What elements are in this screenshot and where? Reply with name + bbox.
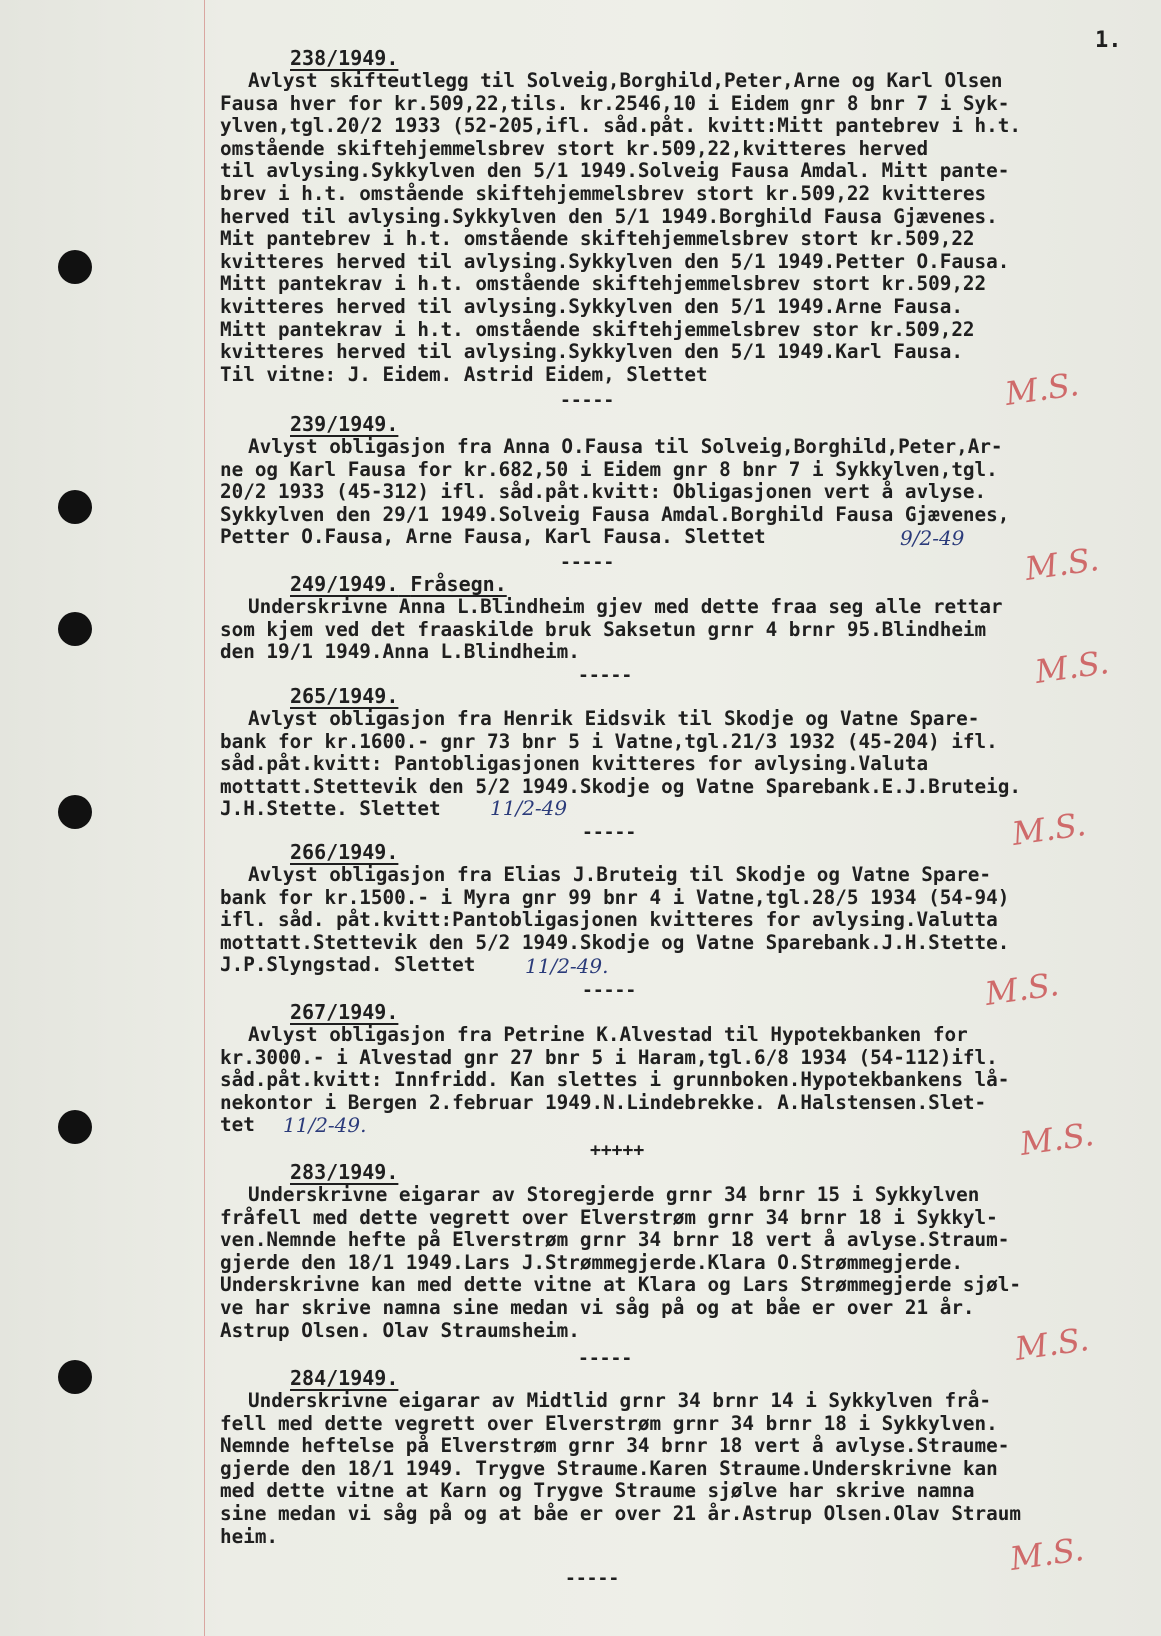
entry-line: bank for kr.1500.- i Myra gnr 99 bnr 4 i Vatne,tgl.28/5 1934 (54-94) <box>220 885 1010 909</box>
separator: ----- <box>578 665 633 686</box>
entry-line: Avlyst obligasjon fra Petrine K.Alvestad til Hypotekbanken for <box>248 1023 968 1046</box>
entry-line: mottatt.Stettevik den 5/2 1949.Skodje og Vatne Sparebank.E.J.Bruteig. <box>220 774 1021 798</box>
entry-line: såd.påt.kvitt: Innfridd. Kan slettes i grunnboken.Hypotekbankens lå- <box>220 1068 1010 1092</box>
separator: ----- <box>582 822 637 843</box>
entry-line: Avlyst obligasjon fra Anna O.Fausa til Solveig,Borghild,Peter,Ar- <box>248 435 1003 458</box>
entry-heading: 265/1949. <box>290 684 399 708</box>
entry-title: Fråsegn. <box>410 572 507 596</box>
entry-line: Mit pantebrev i h.t. omstående skiftehjemmelsbrev stort kr.509,22 <box>220 227 975 251</box>
entry-heading: 283/1949. <box>290 1160 399 1184</box>
initials-stamp: M.S. <box>1002 365 1082 413</box>
entry-line: nekontor i Bergen 2.februar 1949.N.Lindebrekke. A.Halstensen.Slet- <box>220 1090 987 1114</box>
entry-line: sine medan vi såg på og at båe er over 21 år.Astrup Olsen.Olav Straum <box>220 1501 1021 1525</box>
entry-line: kvitteres herved til avlysing.Sykkylven den 5/1 1949.Petter O.Fausa. <box>220 249 1010 273</box>
entry-283 <box>220 1160 1150 1342</box>
entry-265 <box>220 684 1150 821</box>
entry-266 <box>220 840 1150 977</box>
separator: ----- <box>578 1348 633 1369</box>
entry-line: gjerde den 18/1 1949.Lars J.Strømmegjerde.Klara O.Strømmegjerde. <box>220 1250 963 1274</box>
entry-line: brev i h.t. omstående skiftehjemmelsbrev stort kr.509,22 kvitteres <box>220 181 987 205</box>
entry-heading: 284/1949. <box>290 1366 399 1390</box>
entry-line: Fausa hver for kr.509,22,tils. kr.2546,10 i Eidem gnr 8 bnr 7 i Syk- <box>220 91 1010 115</box>
entry-238 <box>220 46 1150 386</box>
separator: +++++ <box>590 1140 645 1161</box>
entry-heading: 238/1949. <box>290 46 399 70</box>
date-note: 11/2-49 <box>490 796 568 820</box>
entry-line: fell med dette vegrett over Elverstrøm grnr 34 brnr 18 i Sykkylven. <box>220 1411 998 1435</box>
entry-line: heim. <box>220 1524 279 1548</box>
entry-line: mottatt.Stettevik den 5/2 1949.Skodje og Vatne Sparebank.J.H.Stette. <box>220 930 1010 954</box>
entry-line: Underskrivne eigarar av Storegjerde grnr 34 brnr 15 i Sykkylven <box>248 1183 980 1206</box>
punch-hole <box>58 490 92 524</box>
entry-line: kvitteres herved til avlysing.Sykkylven den 5/1 1949.Karl Fausa. <box>220 340 963 364</box>
date-note: 11/2-49. <box>525 954 609 978</box>
entry-line: Sykkylven den 29/1 1949.Solveig Fausa Amdal.Borghild Fausa Gjævenes, <box>220 502 1010 526</box>
entry-249 <box>220 572 1150 664</box>
entry-line: Mitt pantekrav i h.t. omstående skiftehjemmelsbrev stor kr.509,22 <box>220 317 975 341</box>
entry-line: 20/2 1933 (45-312) ifl. såd.påt.kvitt: Obligasjonen vert å avlyse. <box>220 480 987 504</box>
punch-hole <box>58 1360 92 1394</box>
initials-stamp: M.S. <box>1017 1115 1097 1163</box>
entry-heading: 266/1949. <box>290 840 399 864</box>
entry-line: ne og Karl Fausa for kr.682,50 i Eidem gnr 8 bnr 7 i Sykkylven,tgl. <box>220 457 998 481</box>
date-note: 11/2-49. <box>283 1113 367 1137</box>
punch-hole <box>58 612 92 646</box>
entry-line: J.P.Slyngstad. Slettet <box>220 953 476 977</box>
entry-line: Astrup Olsen. Olav Straumsheim. <box>220 1318 580 1342</box>
entry-line: omstående skiftehjemmelsbrev stort kr.509,22,kvitteres herved <box>220 136 929 160</box>
entry-line: kvitteres herved til avlysing.Sykkylven den 5/1 1949.Arne Fausa. <box>220 294 963 318</box>
entry-239 <box>220 412 1150 549</box>
separator: ----- <box>582 980 637 1001</box>
punch-hole <box>58 250 92 284</box>
initials-stamp: M.S. <box>982 965 1062 1013</box>
entry-line: med dette vitne at Karn og Trygve Straume sjølve har skrive namna <box>220 1479 975 1503</box>
initials-stamp: M.S. <box>1007 1530 1087 1578</box>
entry-line: Til vitne: J. Eidem. Astrid Eidem, Slettet <box>220 362 708 386</box>
entry-line: Underskrivne eigarar av Midtlid grnr 34 brnr 14 i Sykkylven frå- <box>248 1389 991 1412</box>
date-note: 9/2-49 <box>900 526 965 550</box>
entry-heading <box>290 572 1150 596</box>
entry-line: Petter O.Fausa, Arne Fausa, Karl Fausa. Slettet <box>220 525 766 549</box>
entry-id: 249/1949. <box>290 572 399 596</box>
entry-line: J.H.Stette. Slettet <box>220 797 441 821</box>
initials-stamp: M.S. <box>1012 1320 1092 1368</box>
initials-stamp: M.S. <box>1009 805 1089 853</box>
entry-line: som kjem ved det fraaskilde bruk Saksetun grnr 4 brnr 95.Blindheim <box>220 617 987 641</box>
entry-line: ylven,tgl.20/2 1933 (52-205,ifl. såd.påt. kvitt:Mitt pantebrev i h.t. <box>220 114 1021 138</box>
entry-line: såd.påt.kvitt: Pantobligasjonen kvitteres for avlysing.Valuta <box>220 752 929 776</box>
entry-line: Nemnde heftelse på Elverstrøm grnr 34 brnr 18 vert å avlyse.Straume- <box>220 1434 1010 1458</box>
page-number: 1. <box>1095 28 1122 53</box>
entry-line: til avlysing.Sykkylven den 5/1 1949.Solveig Fausa Amdal. Mitt pante- <box>220 159 1010 183</box>
entry-line: tet <box>220 1113 255 1137</box>
punch-hole <box>58 795 92 829</box>
entry-line: Underskrivne Anna L.Blindheim gjev med dette fraa seg alle rettar <box>248 595 1003 618</box>
initials-stamp: M.S. <box>1022 540 1102 588</box>
entry-heading: 239/1949. <box>290 412 399 436</box>
separator: ----- <box>560 552 615 573</box>
entry-line: ven.Nemnde hefte på Elverstrøm grnr 34 brnr 18 vert å avlyse.Straum- <box>220 1228 1010 1252</box>
entry-line: ve har skrive namna sine medan vi såg på og at båe er over 21 år. <box>220 1295 975 1319</box>
entry-line: Underskrivne kan med dette vitne at Klara og Lars Strømmegjerde sjøl- <box>220 1273 1021 1297</box>
entry-line: Avlyst obligasjon fra Henrik Eidsvik til Skodje og Vatne Spare- <box>248 707 980 730</box>
entry-heading: 267/1949. <box>290 1000 399 1024</box>
entry-line: gjerde den 18/1 1949. Trygve Straume.Karen Straume.Underskrivne kan <box>220 1456 998 1480</box>
entry-line: bank for kr.1600.- gnr 73 bnr 5 i Vatne,tgl.21/3 1932 (45-204) ifl. <box>220 729 998 753</box>
entry-line: kr.3000.- i Alvestad gnr 27 bnr 5 i Haram,tgl.6/8 1934 (54-112)ifl. <box>220 1045 998 1069</box>
initials-stamp: M.S. <box>1032 643 1112 691</box>
entry-line: Avlyst obligasjon fra Elias J.Bruteig til Skodje og Vatne Spare- <box>248 863 991 886</box>
entry-line: Mitt pantekrav i h.t. omstående skiftehjemmelsbrev stort kr.509,22 <box>220 272 987 296</box>
entry-line: fråfell med dette vegrett over Elverstrøm grnr 34 brnr 18 i Sykkyl- <box>220 1205 998 1229</box>
entry-line: Avlyst skifteutlegg til Solveig,Borghild,Peter,Arne og Karl Olsen <box>248 69 1003 92</box>
entry-284 <box>220 1366 1150 1548</box>
margin-line <box>204 0 205 1636</box>
separator: ----- <box>565 1568 620 1589</box>
entry-line: ifl. såd. påt.kvitt:Pantobligasjonen kvitteres for avlysing.Valutta <box>220 908 998 932</box>
entry-line: herved til avlysing.Sykkylven den 5/1 1949.Borghild Fausa Gjævenes. <box>220 204 998 228</box>
punch-hole <box>58 1110 92 1144</box>
entry-line: den 19/1 1949.Anna L.Blindheim. <box>220 640 580 664</box>
separator: ----- <box>560 390 615 411</box>
